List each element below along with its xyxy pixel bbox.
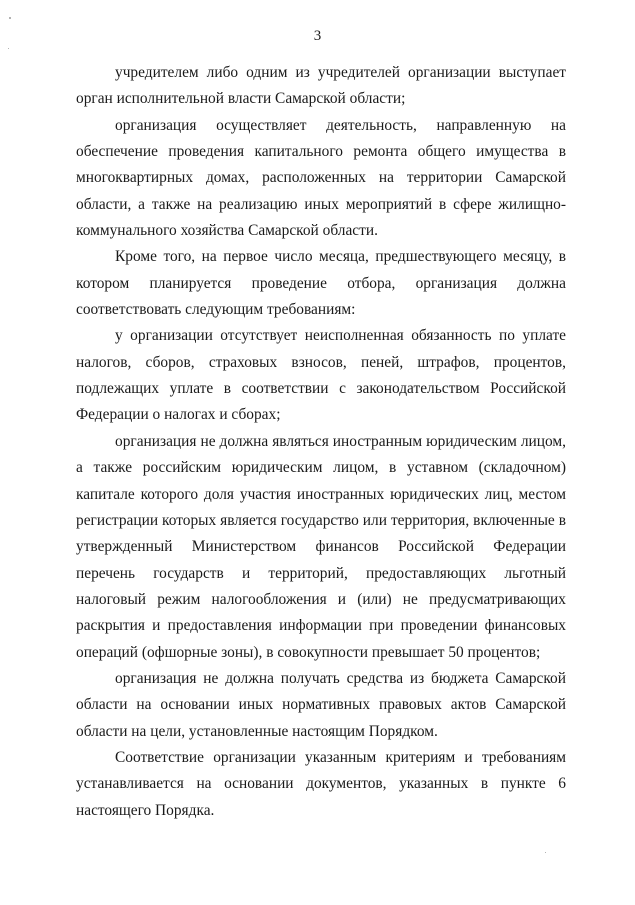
document-body <box>76 60 566 824</box>
paragraph-compliance: Соответствие организации указанным критериям и требованиям устанавливается на основании документов, указанных в пункте 6 настоящего Порядка. <box>76 748 566 819</box>
paragraph-founder: учредителем либо одним из учредителей организации выступает орган исполнительной власти Самарской области; <box>76 64 566 108</box>
page-number: 3 <box>313 28 322 44</box>
scan-speck <box>8 48 9 49</box>
paragraph-requirements-intro: Кроме того, на первое число месяца, предшествующего месяцу, в котором планируется проведение отбора, организация должна соответствовать следующим требованиям: <box>76 248 566 319</box>
paragraph-activity: организация осуществляет деятельность, направленную на обеспечение проведения капитального ремонта общего имущества в многоквартирных домах, расположенных на территории Самарской области, а также на реализацию иных мероприятий в сфере жилищно-коммунального хозяйства Самарской области. <box>76 116 566 240</box>
scan-speck <box>545 852 546 853</box>
paragraph-tax-obligations: у организации отсутствует неисполненная обязанность по уплате налогов, сборов, страховых взносов, пеней, штрафов, процентов, подлежащих уплате в соответствии с законодательством Российской Федерации о налогах и сборах; <box>76 327 566 424</box>
paragraph-foreign-entity: организация не должна являться иностранным юридическим лицом, а также российским юридическим лицом, в уставном (складочном) капитале которого доля участия иностранных юридических лиц, местом регистрации которых является государство или территория, включенные в утвержденный Министерством финансов Российской Федерации перечень государств и территорий, предоставляющих льготный налоговый режим налогообложения и (или) не предусматривающих раскрытия и предоставления информации при проведении финансовых операций (офшорные зоны), в совокупности превышает 50 процентов; <box>76 432 566 661</box>
scan-speck <box>9 17 11 19</box>
paragraph-budget-funds: организация не должна получать средства из бюджета Самарской области на основании иных нормативных правовых актов Самарской области на цели, установленные настоящим Порядком. <box>76 669 566 740</box>
